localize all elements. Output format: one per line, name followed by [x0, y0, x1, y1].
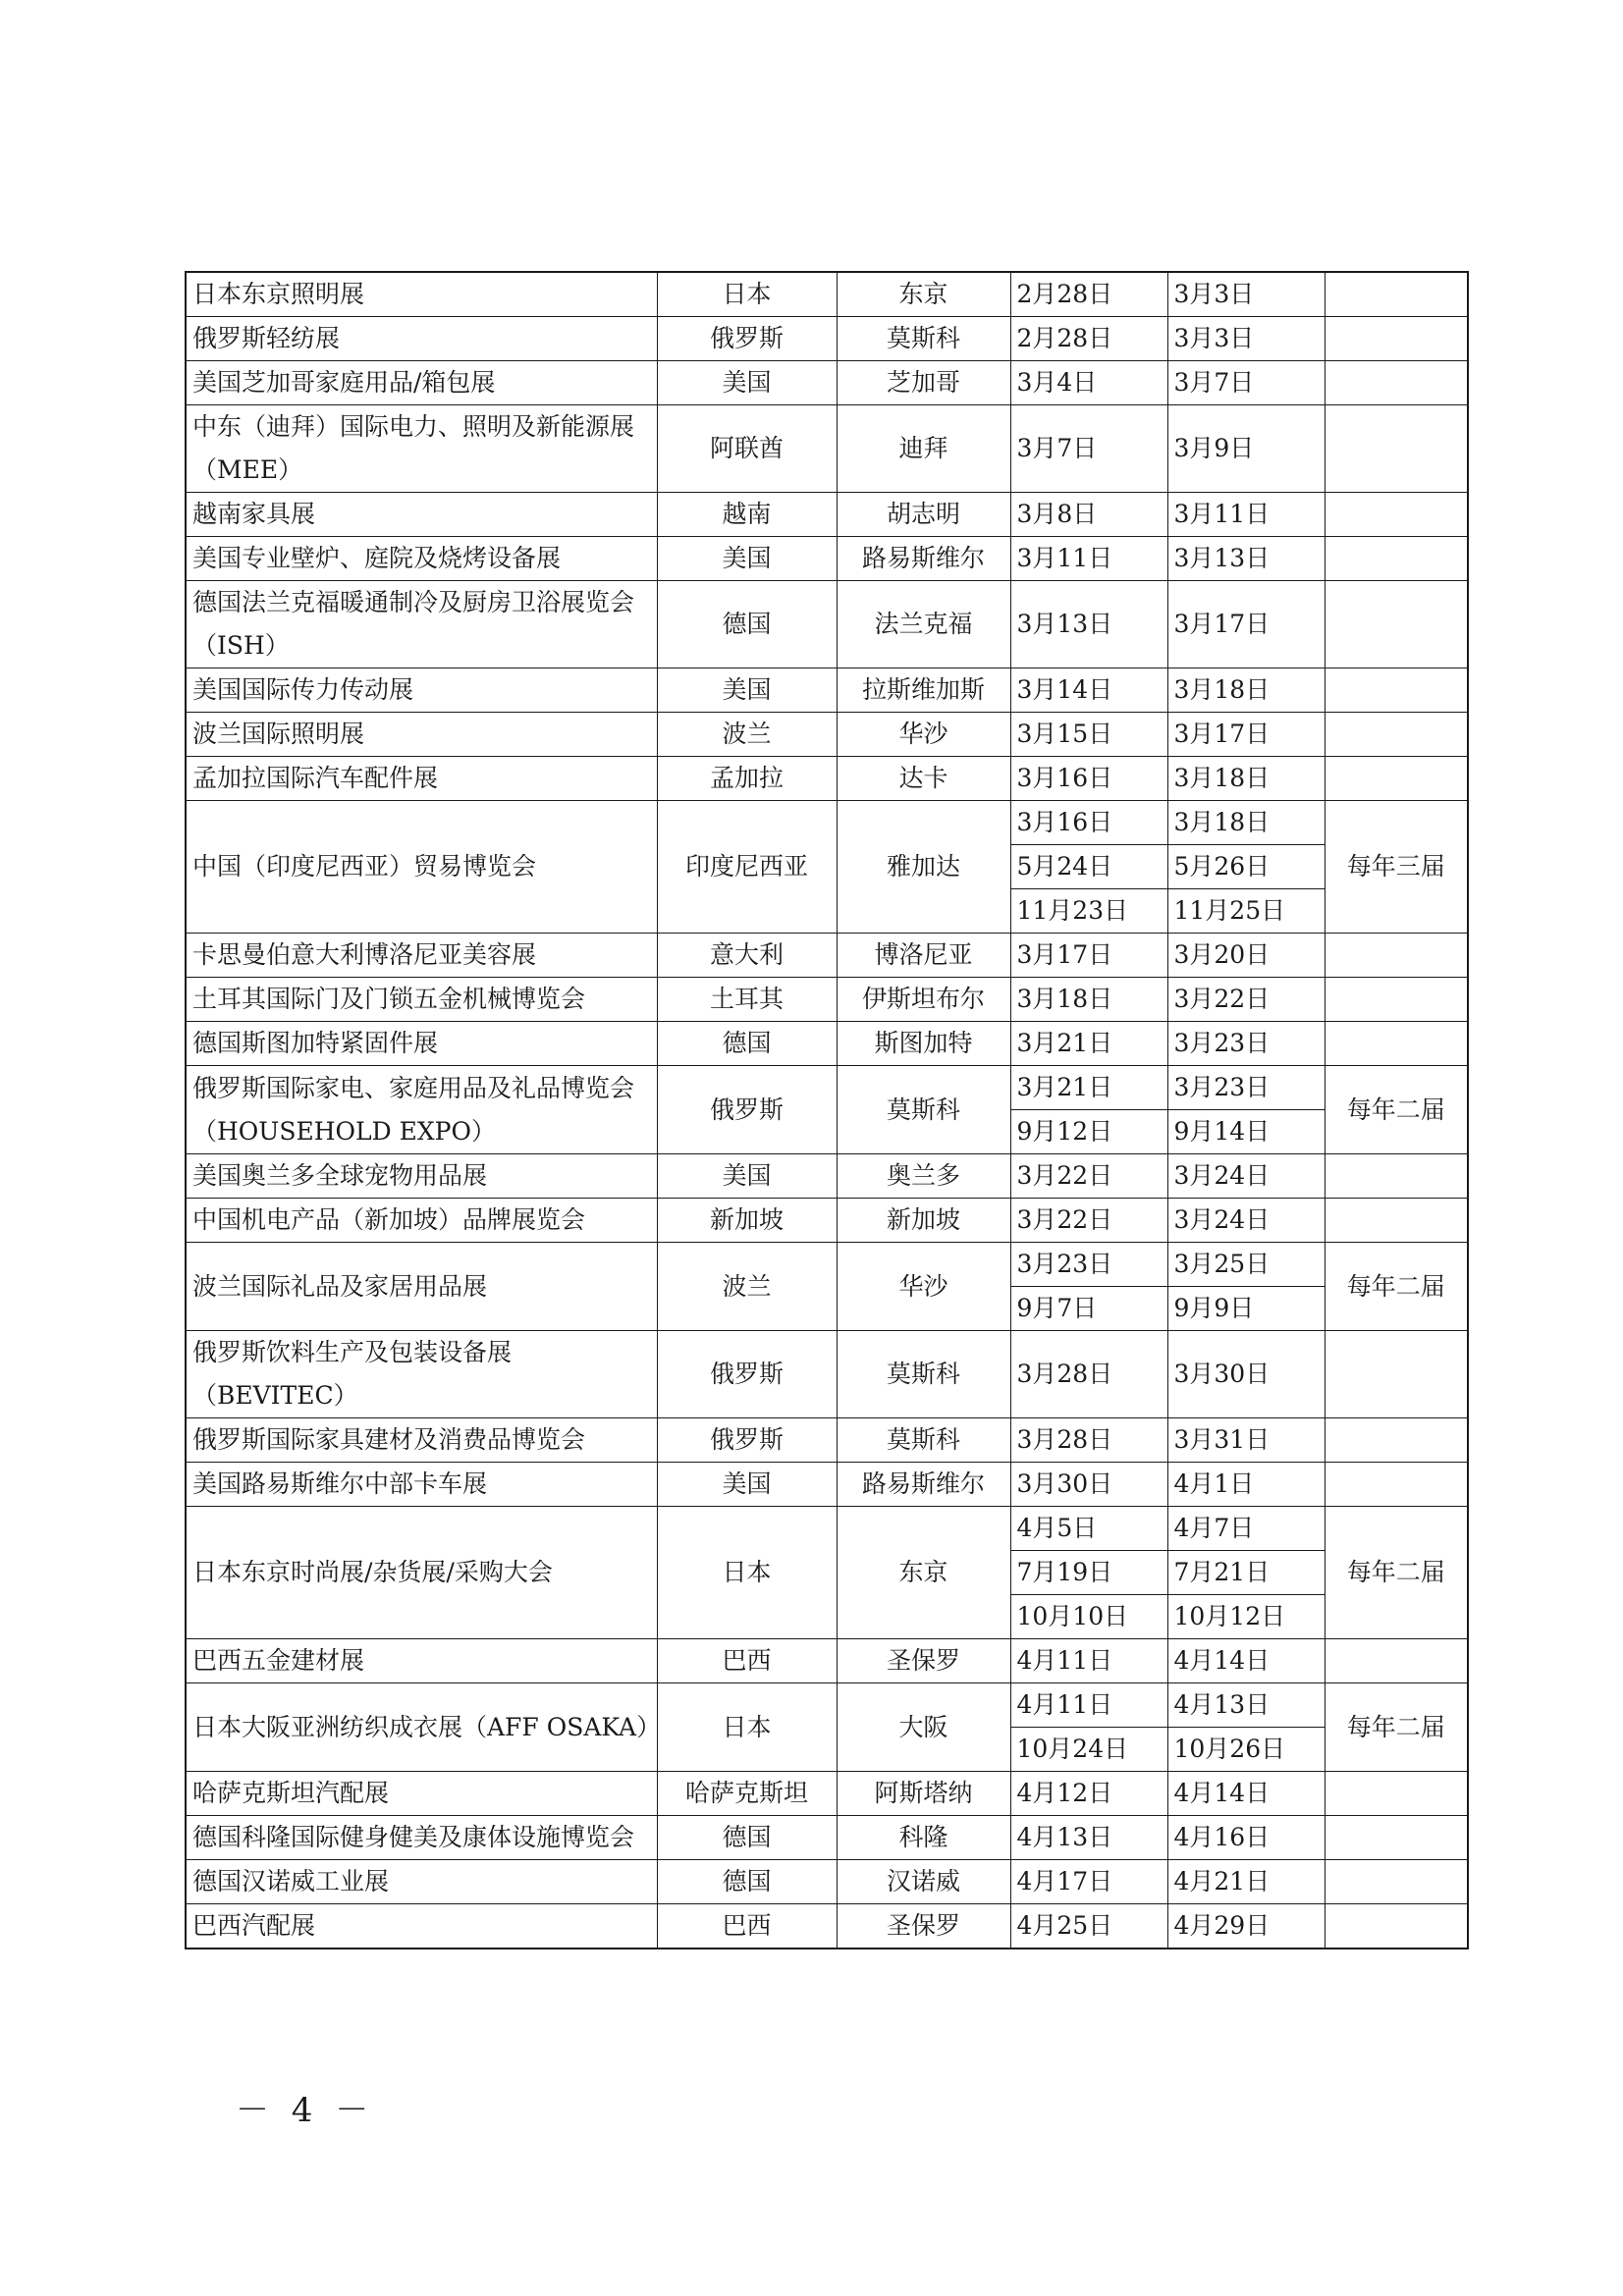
city-cell: 奥兰多 — [837, 1154, 1010, 1199]
exhibition-name: 巴西汽配展 — [186, 1904, 657, 1949]
country-cell: 印度尼西亚 — [657, 801, 837, 934]
start-date-cell: 3月21日 — [1010, 1022, 1167, 1066]
start-date-cell: 3月11日 — [1010, 537, 1167, 581]
exhibition-name: 中东（迪拜）国际电力、照明及新能源展（MEE） — [186, 405, 657, 493]
exhibition-name: 日本东京照明展 — [186, 272, 657, 317]
country-cell: 新加坡 — [657, 1199, 837, 1243]
exhibition-name: 美国专业壁炉、庭院及烧烤设备展 — [186, 537, 657, 581]
table-row — [186, 934, 1468, 978]
start-date-cell: 3月13日 — [1010, 581, 1167, 668]
frequency-note — [1325, 1199, 1468, 1243]
start-date-cell: 9月7日 — [1010, 1287, 1167, 1331]
table-row — [186, 405, 1468, 493]
start-date-cell: 3月23日 — [1010, 1243, 1167, 1287]
table-row — [186, 1418, 1468, 1463]
frequency-note — [1325, 978, 1468, 1022]
start-date-cell: 4月17日 — [1010, 1860, 1167, 1904]
table-row — [186, 1860, 1468, 1904]
frequency-note — [1325, 581, 1468, 668]
exhibition-name: 俄罗斯轻纺展 — [186, 317, 657, 361]
end-date-cell: 3月24日 — [1167, 1199, 1325, 1243]
exhibition-name: 美国国际传力传动展 — [186, 668, 657, 713]
end-date-cell: 3月3日 — [1167, 317, 1325, 361]
exhibition-name: 中国（印度尼西亚）贸易博览会 — [186, 801, 657, 934]
exhibition-name: 美国奥兰多全球宠物用品展 — [186, 1154, 657, 1199]
table-row — [186, 1154, 1468, 1199]
frequency-note — [1325, 713, 1468, 757]
table-row — [186, 317, 1468, 361]
country-cell: 阿联酋 — [657, 405, 837, 493]
end-date-cell: 5月26日 — [1167, 845, 1325, 889]
table-row — [186, 1639, 1468, 1683]
end-date-cell: 3月7日 — [1167, 361, 1325, 405]
exhibition-name: 越南家具展 — [186, 493, 657, 537]
start-date-cell: 3月7日 — [1010, 405, 1167, 493]
exhibition-name: 俄罗斯国际家电、家庭用品及礼品博览会（HOUSEHOLD EXPO） — [186, 1066, 657, 1154]
table-row — [186, 1507, 1468, 1551]
frequency-note — [1325, 1772, 1468, 1816]
end-date-cell: 3月22日 — [1167, 978, 1325, 1022]
frequency-note: 每年三届 — [1325, 801, 1468, 934]
end-date-cell: 4月14日 — [1167, 1772, 1325, 1816]
frequency-note — [1325, 1463, 1468, 1507]
frequency-note: 每年二届 — [1325, 1683, 1468, 1772]
exhibition-name: 德国斯图加特紧固件展 — [186, 1022, 657, 1066]
country-cell: 波兰 — [657, 713, 837, 757]
frequency-note — [1325, 405, 1468, 493]
city-cell: 科隆 — [837, 1816, 1010, 1860]
exhibition-name: 土耳其国际门及门锁五金机械博览会 — [186, 978, 657, 1022]
country-cell: 德国 — [657, 1860, 837, 1904]
exhibition-name: 波兰国际礼品及家居用品展 — [186, 1243, 657, 1331]
city-cell: 汉诺威 — [837, 1860, 1010, 1904]
frequency-note — [1325, 757, 1468, 801]
country-cell: 俄罗斯 — [657, 1331, 837, 1418]
city-cell: 大阪 — [837, 1683, 1010, 1772]
frequency-note — [1325, 1331, 1468, 1418]
city-cell: 莫斯科 — [837, 1331, 1010, 1418]
frequency-note — [1325, 361, 1468, 405]
city-cell: 雅加达 — [837, 801, 1010, 934]
city-cell: 法兰克福 — [837, 581, 1010, 668]
table-row — [186, 1816, 1468, 1860]
frequency-note: 每年二届 — [1325, 1066, 1468, 1154]
start-date-cell: 3月18日 — [1010, 978, 1167, 1022]
exhibition-name: 德国汉诺威工业展 — [186, 1860, 657, 1904]
country-cell: 哈萨克斯坦 — [657, 1772, 837, 1816]
start-date-cell: 3月21日 — [1010, 1066, 1167, 1110]
city-cell: 圣保罗 — [837, 1639, 1010, 1683]
country-cell: 美国 — [657, 537, 837, 581]
city-cell: 新加坡 — [837, 1199, 1010, 1243]
table-row — [186, 1066, 1468, 1110]
end-date-cell: 4月21日 — [1167, 1860, 1325, 1904]
end-date-cell: 7月21日 — [1167, 1551, 1325, 1595]
end-date-cell: 3月17日 — [1167, 581, 1325, 668]
exhibition-name: 日本大阪亚洲纺织成衣展（AFF OSAKA） — [186, 1683, 657, 1772]
end-date-cell: 3月18日 — [1167, 668, 1325, 713]
country-cell: 美国 — [657, 668, 837, 713]
country-cell: 美国 — [657, 1463, 837, 1507]
exhibition-name: 孟加拉国际汽车配件展 — [186, 757, 657, 801]
exhibition-name: 俄罗斯国际家具建材及消费品博览会 — [186, 1418, 657, 1463]
end-date-cell: 4月7日 — [1167, 1507, 1325, 1551]
frequency-note: 每年二届 — [1325, 1243, 1468, 1331]
end-date-cell: 3月17日 — [1167, 713, 1325, 757]
frequency-note — [1325, 1639, 1468, 1683]
frequency-note — [1325, 668, 1468, 713]
start-date-cell: 2月28日 — [1010, 317, 1167, 361]
end-date-cell: 3月25日 — [1167, 1243, 1325, 1287]
city-cell: 胡志明 — [837, 493, 1010, 537]
table-row — [186, 581, 1468, 668]
frequency-note — [1325, 537, 1468, 581]
start-date-cell: 4月5日 — [1010, 1507, 1167, 1551]
table-row — [186, 1463, 1468, 1507]
exhibition-name: 俄罗斯饮料生产及包装设备展（BEVITEC） — [186, 1331, 657, 1418]
frequency-note: 每年二届 — [1325, 1507, 1468, 1639]
table-row — [186, 757, 1468, 801]
frequency-note — [1325, 317, 1468, 361]
start-date-cell: 3月16日 — [1010, 757, 1167, 801]
exhibition-name: 美国芝加哥家庭用品/箱包展 — [186, 361, 657, 405]
city-cell: 圣保罗 — [837, 1904, 1010, 1949]
city-cell: 东京 — [837, 272, 1010, 317]
city-cell: 伊斯坦布尔 — [837, 978, 1010, 1022]
start-date-cell: 10月24日 — [1010, 1728, 1167, 1772]
frequency-note — [1325, 1816, 1468, 1860]
start-date-cell: 3月28日 — [1010, 1418, 1167, 1463]
country-cell: 日本 — [657, 272, 837, 317]
country-cell: 德国 — [657, 1816, 837, 1860]
start-date-cell: 10月10日 — [1010, 1595, 1167, 1639]
start-date-cell: 5月24日 — [1010, 845, 1167, 889]
exhibition-name: 中国机电产品（新加坡）品牌展览会 — [186, 1199, 657, 1243]
exhibition-table — [185, 271, 1469, 1949]
city-cell: 东京 — [837, 1507, 1010, 1639]
city-cell: 华沙 — [837, 713, 1010, 757]
table-row — [186, 1022, 1468, 1066]
country-cell: 德国 — [657, 581, 837, 668]
country-cell: 俄罗斯 — [657, 1066, 837, 1154]
start-date-cell: 3月16日 — [1010, 801, 1167, 845]
table-row — [186, 1772, 1468, 1816]
start-date-cell: 4月12日 — [1010, 1772, 1167, 1816]
table-row — [186, 668, 1468, 713]
frequency-note — [1325, 493, 1468, 537]
start-date-cell: 3月4日 — [1010, 361, 1167, 405]
start-date-cell: 11月23日 — [1010, 889, 1167, 934]
country-cell: 波兰 — [657, 1243, 837, 1331]
city-cell: 博洛尼亚 — [837, 934, 1010, 978]
end-date-cell: 10月12日 — [1167, 1595, 1325, 1639]
country-cell: 意大利 — [657, 934, 837, 978]
start-date-cell: 3月30日 — [1010, 1463, 1167, 1507]
exhibition-name: 卡思曼伯意大利博洛尼亚美容展 — [186, 934, 657, 978]
country-cell: 日本 — [657, 1683, 837, 1772]
city-cell: 阿斯塔纳 — [837, 1772, 1010, 1816]
country-cell: 俄罗斯 — [657, 1418, 837, 1463]
city-cell: 芝加哥 — [837, 361, 1010, 405]
start-date-cell: 3月22日 — [1010, 1154, 1167, 1199]
city-cell: 路易斯维尔 — [837, 537, 1010, 581]
frequency-note — [1325, 1154, 1468, 1199]
table-row — [186, 713, 1468, 757]
country-cell: 巴西 — [657, 1904, 837, 1949]
start-date-cell: 3月22日 — [1010, 1199, 1167, 1243]
end-date-cell: 3月13日 — [1167, 537, 1325, 581]
city-cell: 迪拜 — [837, 405, 1010, 493]
end-date-cell: 3月30日 — [1167, 1331, 1325, 1418]
page-number: － 4 － — [236, 2091, 375, 2130]
start-date-cell: 3月14日 — [1010, 668, 1167, 713]
end-date-cell: 4月1日 — [1167, 1463, 1325, 1507]
end-date-cell: 11月25日 — [1167, 889, 1325, 934]
end-date-cell: 4月16日 — [1167, 1816, 1325, 1860]
country-cell: 德国 — [657, 1022, 837, 1066]
start-date-cell: 3月17日 — [1010, 934, 1167, 978]
exhibition-name: 美国路易斯维尔中部卡车展 — [186, 1463, 657, 1507]
city-cell: 华沙 — [837, 1243, 1010, 1331]
end-date-cell: 4月14日 — [1167, 1639, 1325, 1683]
country-cell: 土耳其 — [657, 978, 837, 1022]
table-row — [186, 1199, 1468, 1243]
exhibition-table-body — [186, 272, 1468, 1949]
city-cell: 拉斯维加斯 — [837, 668, 1010, 713]
city-cell: 路易斯维尔 — [837, 1463, 1010, 1507]
table-row — [186, 1904, 1468, 1949]
frequency-note — [1325, 1860, 1468, 1904]
end-date-cell: 3月23日 — [1167, 1066, 1325, 1110]
table-row — [186, 1683, 1468, 1728]
end-date-cell: 3月9日 — [1167, 405, 1325, 493]
end-date-cell: 4月29日 — [1167, 1904, 1325, 1949]
table-row — [186, 1331, 1468, 1418]
city-cell: 莫斯科 — [837, 1418, 1010, 1463]
exhibition-name: 波兰国际照明展 — [186, 713, 657, 757]
exhibition-name: 巴西五金建材展 — [186, 1639, 657, 1683]
city-cell: 斯图加特 — [837, 1022, 1010, 1066]
end-date-cell: 3月3日 — [1167, 272, 1325, 317]
city-cell: 达卡 — [837, 757, 1010, 801]
end-date-cell: 3月11日 — [1167, 493, 1325, 537]
start-date-cell: 9月12日 — [1010, 1110, 1167, 1154]
exhibition-name: 德国法兰克福暖通制冷及厨房卫浴展览会（ISH） — [186, 581, 657, 668]
start-date-cell: 3月15日 — [1010, 713, 1167, 757]
end-date-cell: 3月20日 — [1167, 934, 1325, 978]
end-date-cell: 3月18日 — [1167, 757, 1325, 801]
end-date-cell: 10月26日 — [1167, 1728, 1325, 1772]
exhibition-name: 德国科隆国际健身健美及康体设施博览会 — [186, 1816, 657, 1860]
table-row — [186, 801, 1468, 845]
frequency-note — [1325, 1904, 1468, 1949]
end-date-cell: 3月24日 — [1167, 1154, 1325, 1199]
frequency-note — [1325, 272, 1468, 317]
country-cell: 美国 — [657, 361, 837, 405]
start-date-cell: 4月11日 — [1010, 1683, 1167, 1728]
start-date-cell: 3月28日 — [1010, 1331, 1167, 1418]
table-row — [186, 272, 1468, 317]
end-date-cell: 3月18日 — [1167, 801, 1325, 845]
country-cell: 美国 — [657, 1154, 837, 1199]
frequency-note — [1325, 1022, 1468, 1066]
start-date-cell: 4月11日 — [1010, 1639, 1167, 1683]
end-date-cell: 4月13日 — [1167, 1683, 1325, 1728]
exhibition-name: 哈萨克斯坦汽配展 — [186, 1772, 657, 1816]
end-date-cell: 3月23日 — [1167, 1022, 1325, 1066]
start-date-cell: 4月25日 — [1010, 1904, 1167, 1949]
start-date-cell: 7月19日 — [1010, 1551, 1167, 1595]
table-row — [186, 361, 1468, 405]
end-date-cell: 9月9日 — [1167, 1287, 1325, 1331]
start-date-cell: 3月8日 — [1010, 493, 1167, 537]
start-date-cell: 4月13日 — [1010, 1816, 1167, 1860]
start-date-cell: 2月28日 — [1010, 272, 1167, 317]
table-row — [186, 537, 1468, 581]
end-date-cell: 3月31日 — [1167, 1418, 1325, 1463]
end-date-cell: 9月14日 — [1167, 1110, 1325, 1154]
table-row — [186, 1243, 1468, 1287]
city-cell: 莫斯科 — [837, 317, 1010, 361]
country-cell: 孟加拉 — [657, 757, 837, 801]
country-cell: 俄罗斯 — [657, 317, 837, 361]
exhibition-name: 日本东京时尚展/杂货展/采购大会 — [186, 1507, 657, 1639]
city-cell: 莫斯科 — [837, 1066, 1010, 1154]
table-row — [186, 493, 1468, 537]
country-cell: 巴西 — [657, 1639, 837, 1683]
frequency-note — [1325, 1418, 1468, 1463]
country-cell: 越南 — [657, 493, 837, 537]
frequency-note — [1325, 934, 1468, 978]
country-cell: 日本 — [657, 1507, 837, 1639]
table-row — [186, 978, 1468, 1022]
